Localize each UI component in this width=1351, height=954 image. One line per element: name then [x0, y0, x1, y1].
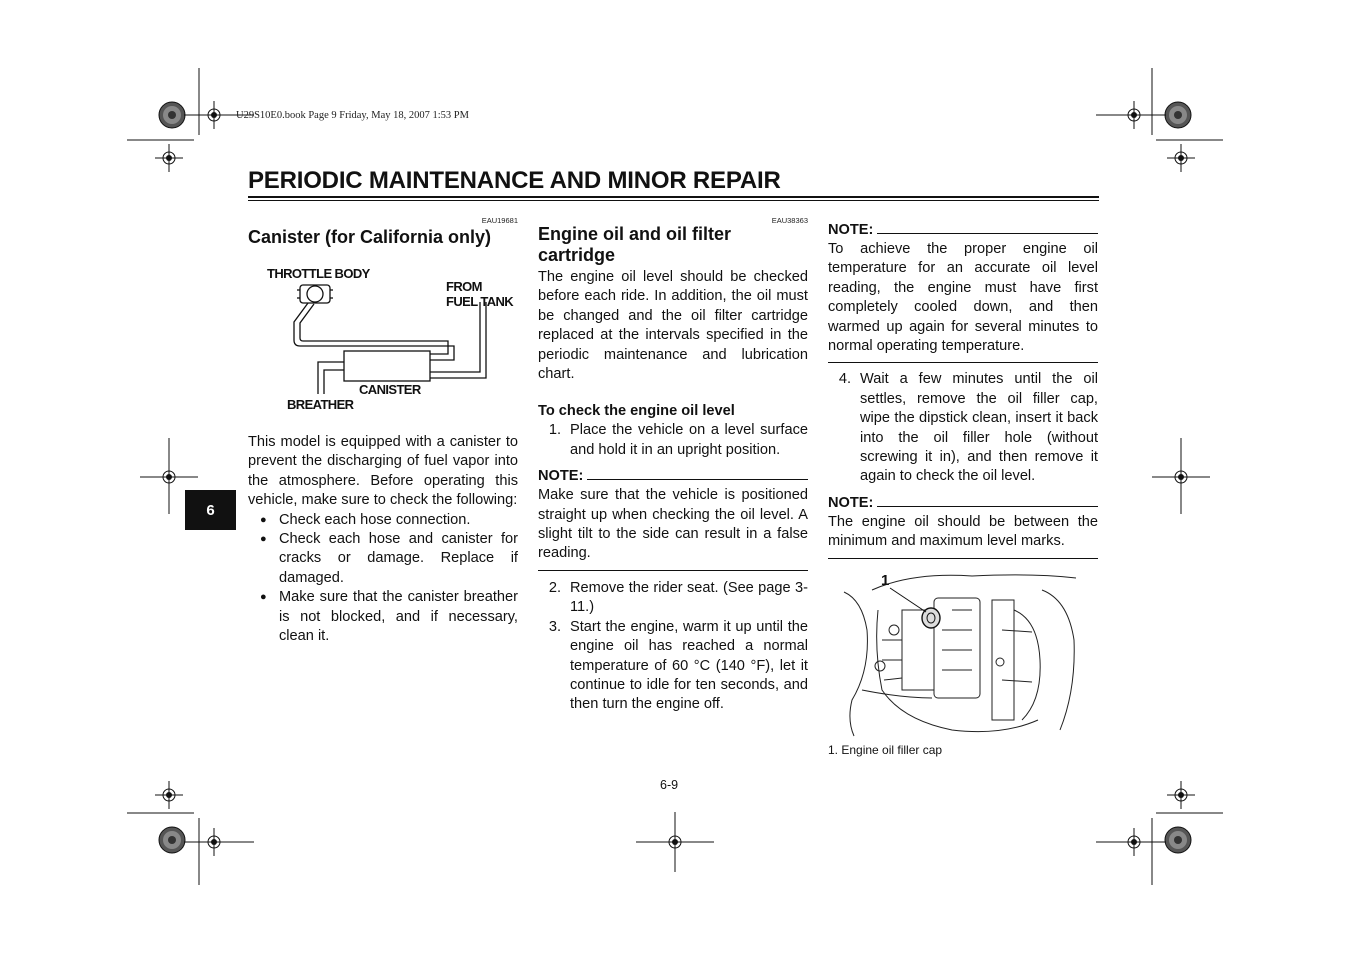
- bullet-item: ● Make sure that the canister breather is not blocked, and if necessary, clean it.: [248, 588, 518, 646]
- book-info-line: U29S10E0.book Page 9 Friday, May 18, 2007 1:53 PM: [236, 110, 469, 121]
- column-2: [538, 216, 808, 715]
- note-end-rule: [828, 558, 1098, 559]
- note-text: To achieve the proper engine oil temperature for an accurate oil level reading, the engine must have first completely cooled down, and then warmed up again for several minutes to normal operating temperature.: [828, 241, 1098, 355]
- note-header: NOTE:: [538, 468, 808, 484]
- note-end-rule: [828, 362, 1098, 370]
- step-2: 2. Remove the rider seat. (See page 3-11.): [548, 579, 808, 616]
- subheading-check-oil: To check the engine oil level: [538, 403, 735, 420]
- engine-oil-intro: The engine oil level should be checked before each ride. In addition, the oil must be changed and the oil filter cartridge replaced at the intervals specified in the periodic maintenance and lubrication chart.: [538, 269, 808, 383]
- bullet-item: ● Check each hose and canister for cracks or damage. Replace if damaged.: [248, 530, 518, 588]
- column-3: [828, 222, 1098, 559]
- figure-caption: 1. Engine oil filler cap: [828, 743, 943, 757]
- note-header: NOTE:: [828, 495, 1098, 511]
- chapter-tab: 6: [185, 490, 236, 530]
- note-text: The engine oil should be between the minimum and maximum level marks.: [828, 513, 1098, 550]
- step-1: 1. Place the vehicle on a level surface and hold it in an upright position.: [548, 422, 808, 458]
- engine-drawing: [842, 570, 1082, 738]
- note-text: Make sure that the vehicle is positioned straight up when checking the oil level. A slight tilt to the side can result in a false reading.: [538, 487, 808, 562]
- sunburst-mark-br: [1165, 827, 1191, 853]
- step-3: 3. Start the engine, warm it up until the engine oil has reached a normal temperature of 60 °C (140 °F), let it continue to idle for ten seconds, and then turn the engine off.: [548, 618, 808, 713]
- step-4: 4. Wait a few minutes until the oil settles, remove the oil filler cap, wipe the dipstick clean, insert it back into the oil filler hole (without screwing it in), and then remove it again to check the oil level.: [838, 371, 1098, 485]
- canister-text: [248, 433, 518, 646]
- callout-1: 1: [881, 572, 890, 589]
- canister-intro: This model is equipped with a canister to prevent the discharging of fuel vapor into the atmosphere. Before operating this vehicle, make sure to check the following:: [248, 434, 518, 509]
- label-from: FROM: [446, 279, 482, 294]
- sunburst-mark-bl: [159, 827, 185, 853]
- canister-diagram: [262, 262, 520, 417]
- section-heading-engine-oil: Engine oil and oil filter cartridge: [538, 224, 732, 265]
- sunburst-mark-tl: [159, 102, 185, 128]
- section-heading-canister: Canister (for California only): [248, 227, 492, 247]
- bullet-icon: ●: [260, 591, 267, 604]
- section-code: EAU38363: [771, 216, 808, 225]
- sunburst-mark-tr: [1165, 102, 1191, 128]
- note-end-rule: [538, 570, 808, 579]
- bullet-icon: ●: [260, 513, 267, 526]
- page-title: PERIODIC MAINTENANCE AND MINOR REPAIR: [248, 167, 781, 194]
- page-number: 6-9: [660, 778, 679, 792]
- bullet-icon: ●: [260, 533, 267, 546]
- note-header: NOTE:: [828, 222, 1098, 238]
- bullet-item: ● Check each hose connection.: [248, 511, 518, 530]
- title-rule-thin: [248, 200, 1099, 201]
- section-code: EAU19681: [481, 216, 518, 225]
- label-canister: CANISTER: [359, 382, 421, 397]
- title-rule: [248, 196, 1099, 198]
- engine-oil-cap-illustration: [842, 570, 1082, 738]
- label-throttle-body: THROTTLE BODY: [267, 266, 370, 281]
- label-fuel-tank: FUEL TANK: [446, 294, 514, 309]
- column-1: [248, 216, 518, 248]
- label-breather: BREATHER: [287, 397, 354, 412]
